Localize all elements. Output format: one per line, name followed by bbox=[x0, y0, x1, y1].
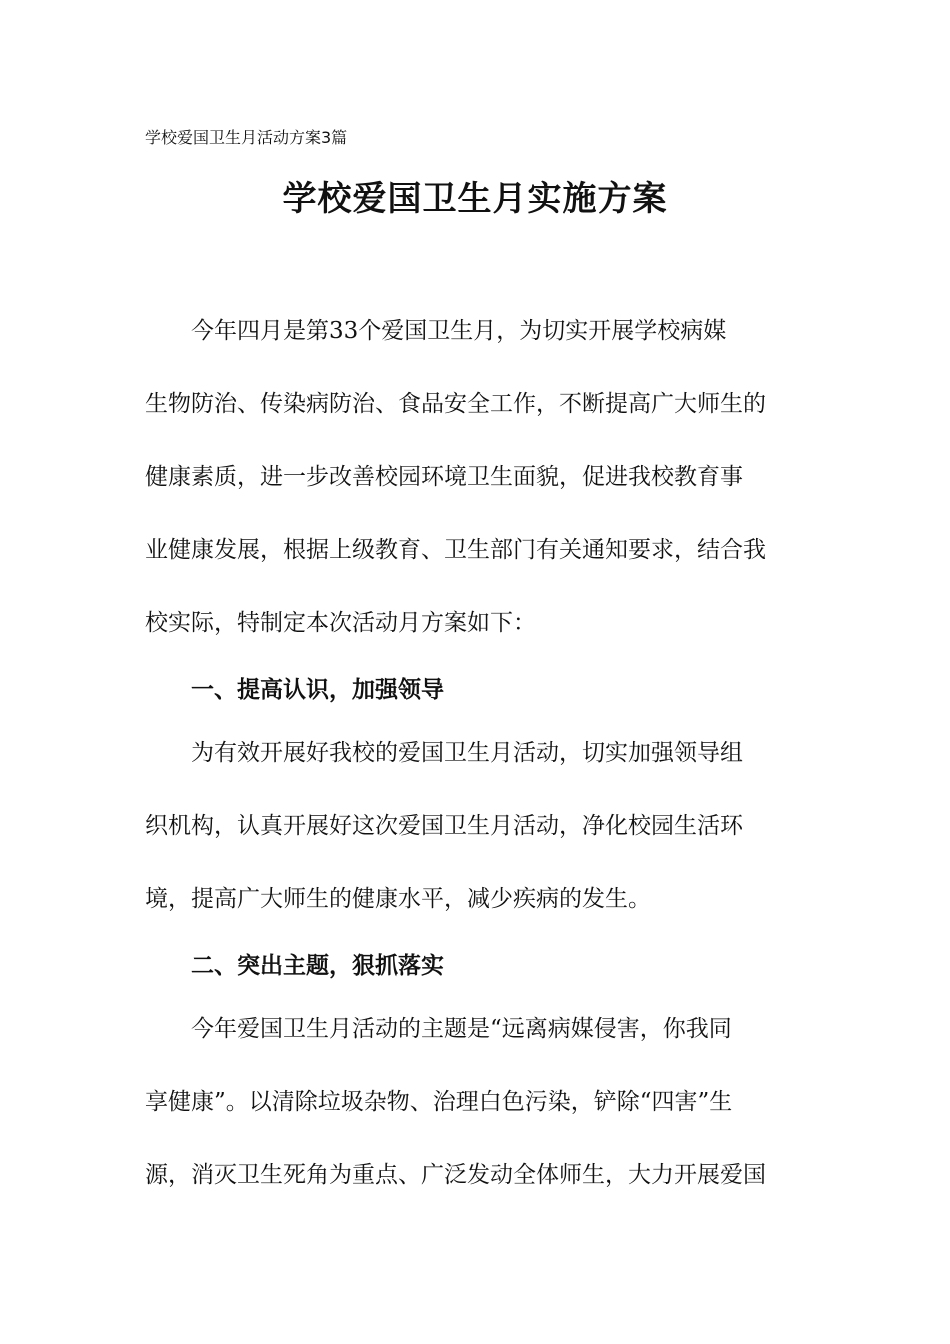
intro-line: 健康素质，进一步改善校园环境卫生面貌，促进我校教育事 bbox=[145, 464, 743, 490]
section-line: 享健康”。以清除垃圾杂物、治理白色污染，铲除“四害”生 bbox=[145, 1089, 733, 1115]
intro-line: 生物防治、传染病防治、食品安全工作，不断提高广大师生的 bbox=[145, 391, 766, 417]
document-title: 学校爱国卫生月实施方案 bbox=[282, 179, 668, 219]
section-line: 今年爱国卫生月活动的主题是“远离病媒侵害，你我同 bbox=[191, 1016, 732, 1042]
section-line: 为有效开展好我校的爱国卫生月活动，切实加强领导组 bbox=[191, 740, 743, 766]
intro-line: 校实际，特制定本次活动月方案如下： bbox=[145, 610, 536, 636]
section-paragraph bbox=[145, 717, 810, 936]
section-heading: 一、提高认识，加强领导 bbox=[191, 677, 444, 703]
intro-line: 今年四月是第33个爱国卫生月，为切实开展学校病媒 bbox=[191, 318, 727, 344]
section-line: 源，消灭卫生死角为重点、广泛发动全体师生，大力开展爱国 bbox=[145, 1162, 766, 1188]
intro-line: 业健康发展，根据上级教育、卫生部门有关通知要求，结合我 bbox=[145, 537, 766, 563]
intro-paragraph bbox=[145, 295, 810, 660]
section-line: 织机构，认真开展好这次爱国卫生月活动，净化校园生活环 bbox=[145, 813, 743, 839]
section-heading: 二、突出主题，狠抓落实 bbox=[191, 953, 444, 979]
section-line: 境，提高广大师生的健康水平，减少疾病的发生。 bbox=[145, 886, 651, 912]
section-paragraph bbox=[145, 993, 810, 1212]
running-header: 学校爱国卫生月活动方案3篇 bbox=[145, 128, 348, 147]
